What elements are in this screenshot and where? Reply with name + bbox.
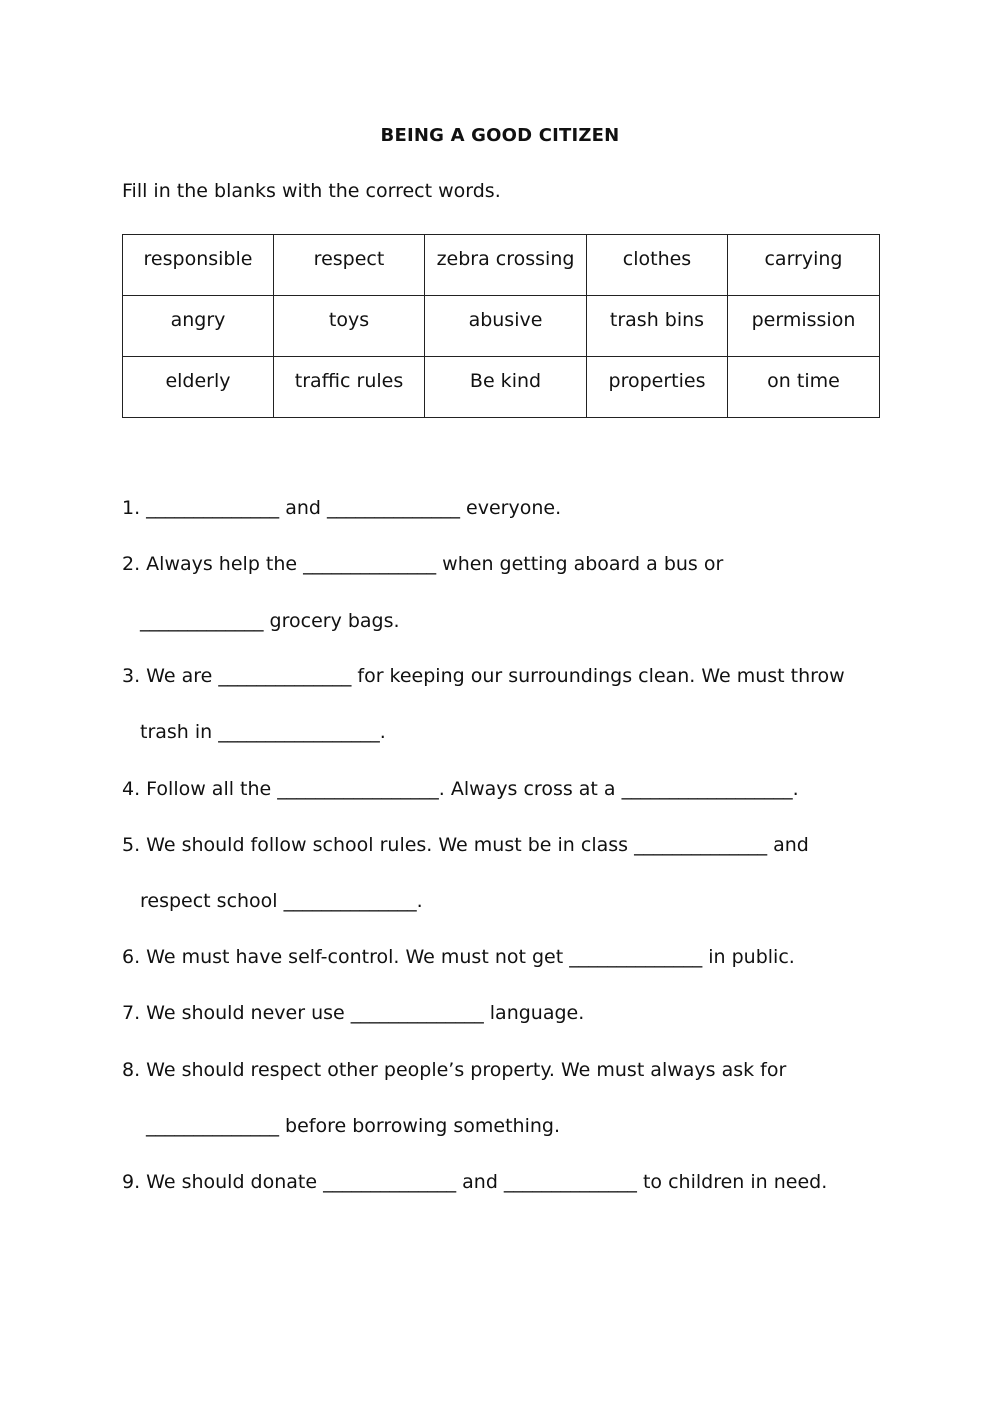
question-6: 6. We must have self-control. We must not get ______________ in public.: [122, 946, 795, 968]
question-2: 2. Always help the ______________ when getting aboard a bus or: [122, 553, 724, 575]
question-3-continued: trash in _________________.: [140, 721, 386, 743]
word-bank-cell: clothes: [587, 235, 728, 296]
question-8-continued: ______________ before borrowing something.: [146, 1115, 561, 1137]
question-8: 8. We should respect other people’s property. We must always ask for: [122, 1059, 787, 1081]
worksheet-title: BEING A GOOD CITIZEN: [380, 125, 620, 146]
word-bank-cell: trash bins: [587, 296, 728, 357]
instruction-text: Fill in the blanks with the correct words.: [122, 180, 501, 202]
word-bank-cell: traffic rules: [274, 357, 425, 418]
word-bank-cell: on time: [728, 357, 880, 418]
question-2-continued: _____________ grocery bags.: [140, 610, 400, 632]
word-bank-cell: permission: [728, 296, 880, 357]
word-bank-cell: carrying: [728, 235, 880, 296]
question-4: 4. Follow all the _________________. Always cross at a __________________.: [122, 778, 799, 800]
word-bank-cell: zebra crossing: [425, 235, 587, 296]
word-bank-cell: properties: [587, 357, 728, 418]
question-1: 1. ______________ and ______________ everyone.: [122, 497, 562, 519]
question-5-continued: respect school ______________.: [140, 890, 423, 912]
word-bank-table: [122, 234, 880, 418]
word-bank-cell: toys: [274, 296, 425, 357]
word-bank-cell: angry: [123, 296, 274, 357]
word-bank-row: [123, 296, 880, 357]
question-7: 7. We should never use ______________ language.: [122, 1002, 585, 1024]
word-bank-cell: responsible: [123, 235, 274, 296]
question-5: 5. We should follow school rules. We must be in class ______________ and: [122, 834, 809, 856]
word-bank-cell: respect: [274, 235, 425, 296]
word-bank-cell: abusive: [425, 296, 587, 357]
word-bank-cell: Be kind: [425, 357, 587, 418]
word-bank-cell: elderly: [123, 357, 274, 418]
word-bank-row: [123, 235, 880, 296]
question-9: 9. We should donate ______________ and ______________ to children in need.: [122, 1171, 828, 1193]
question-3: 3. We are ______________ for keeping our surroundings clean. We must throw: [122, 665, 845, 687]
word-bank-row: [123, 357, 880, 418]
